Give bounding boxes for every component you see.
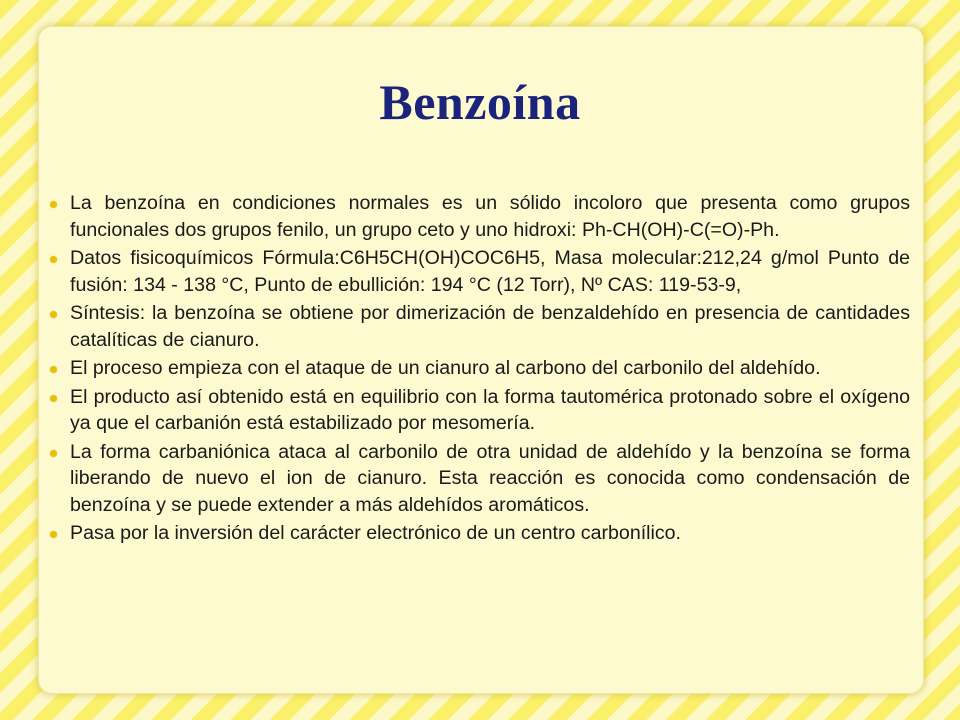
bullet-text: La benzoína en condiciones normales es un sólido incoloro que presenta como grupos funcionales dos grupos fenilo, un grupo ceto y uno hidroxi: Ph-CH(OH)-C(=O)-Ph.: [70, 192, 910, 241]
list-item: [48, 300, 910, 353]
bullet-text: El proceso empieza con el ataque de un cianuro al carbono del carbonilo del aldehído.: [70, 357, 821, 379]
slide-title: Benzoína: [379, 74, 581, 130]
list-item: [48, 190, 910, 243]
bullet-point-icon: [50, 395, 57, 402]
bullet-text: La forma carbaniónica ataca al carbonilo de otra unidad de aldehído y la benzoína se forma liberando de nuevo el ion de cianuro. Esta reacción es conocida como condensación de benzoína y se puede extender a más aldehídos aromáticos.: [70, 440, 910, 516]
list-item: [48, 245, 910, 298]
list-item: [48, 520, 910, 547]
list-item: [48, 439, 910, 519]
bullet-list: [48, 190, 910, 549]
bullet-point-icon: [50, 311, 57, 318]
bullet-point-icon: [50, 531, 57, 538]
bullet-point-icon: [50, 201, 57, 208]
list-item: [48, 355, 910, 382]
bullet-point-icon: [50, 366, 57, 373]
bullet-point-icon: [50, 256, 57, 263]
bullet-text: Datos fisicoquímicos Fórmula:C6H5CH(OH)COC6H5, Masa molecular:212,24 g/mol Punto de fusión: 134 - 138 °C, Punto de ebullición: 194 °C (12 Torr), Nº CAS: 119-53-9,: [70, 247, 910, 296]
bullet-text: Pasa por la inversión del carácter electrónico de un centro carbonílico.: [70, 522, 682, 544]
bullet-text: El producto así obtenido está en equilibrio con la forma tautomérica protonado sobre el oxígeno ya que el carbanión está estabilizado por mesomería.: [70, 385, 910, 434]
bullet-text: Síntesis: la benzoína se obtiene por dimerización de benzaldehído en presencia de cantidades catalíticas de cianuro.: [70, 302, 910, 351]
bullet-point-icon: [50, 450, 57, 457]
list-item: [48, 384, 910, 437]
